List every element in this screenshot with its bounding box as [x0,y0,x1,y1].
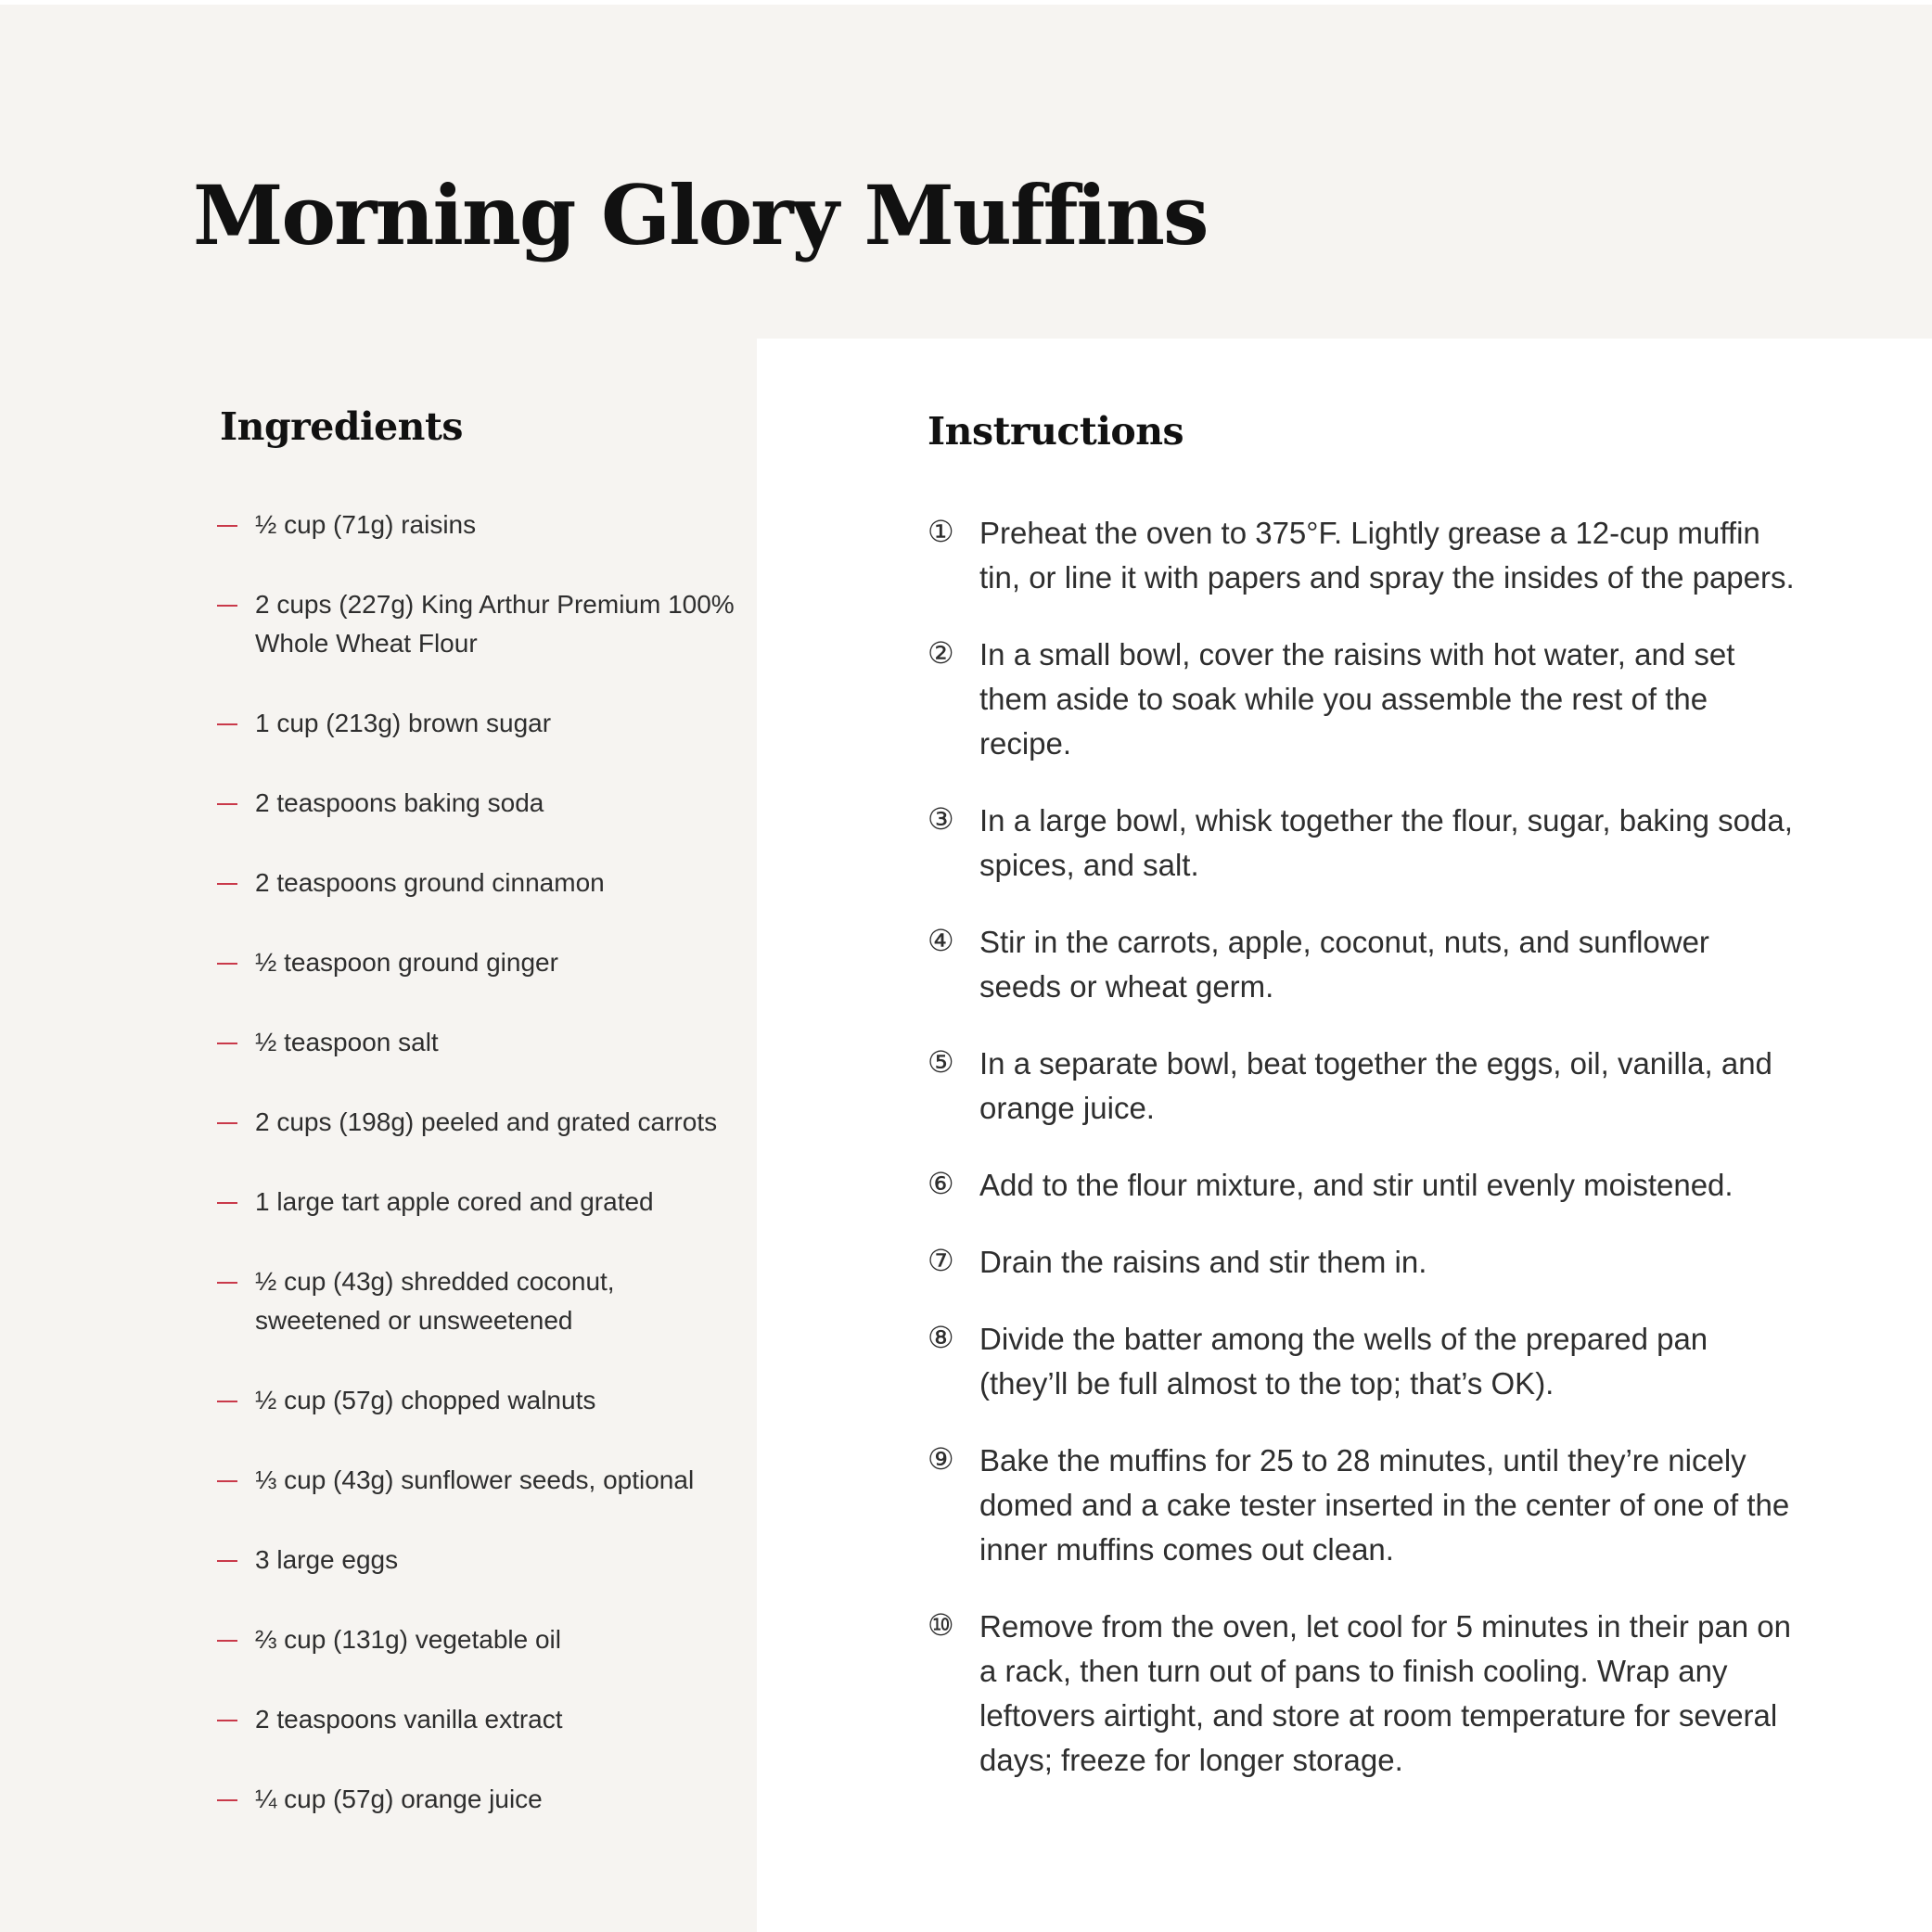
step-number-icon: ⑤ [928,1044,954,1080]
ingredient-item [217,704,736,743]
dash-bullet-icon [217,605,237,607]
ingredient-text: 1 large tart apple cored and grated [255,1187,654,1216]
top-border-strip [0,0,1932,5]
step-number-icon: ⑥ [928,1166,954,1201]
step-text: Add to the flour mixture, and stir until evenly moistened. [979,1168,1734,1202]
ingredient-text: ½ cup (57g) chopped walnuts [255,1386,596,1414]
ingredients-list [217,505,736,1860]
ingredient-item [217,864,736,902]
ingredient-text: 2 teaspoons baking soda [255,788,544,817]
dash-bullet-icon [217,1480,237,1482]
ingredient-text: 2 cups (227g) King Arthur Premium 100% Whole Wheat Flour [255,590,735,658]
dash-bullet-icon [217,1202,237,1204]
dash-bullet-icon [217,525,237,527]
dash-bullet-icon [217,1282,237,1284]
dash-bullet-icon [217,963,237,965]
ingredient-text: 2 teaspoons vanilla extract [255,1705,563,1734]
dash-bullet-icon [217,723,237,725]
instruction-step [928,1240,1799,1285]
ingredient-item [217,1461,736,1500]
step-text: In a large bowl, whisk together the flour, sugar, baking soda, spices, and salt. [979,803,1793,882]
ingredient-text: ½ teaspoon salt [255,1028,439,1056]
step-text: Remove from the oven, let cool for 5 minutes in their pan on a rack, then turn out of pans to finish cooling. Wrap any leftovers airtight, and store at room temperature for several days; freeze for longer storage. [979,1609,1791,1777]
ingredient-item [217,1541,736,1580]
ingredients-heading: Ingredients [220,404,464,449]
ingredient-item [217,1262,736,1340]
dash-bullet-icon [217,1122,237,1124]
instructions-heading: Instructions [928,409,1184,454]
step-number-icon: ① [928,514,954,549]
dash-bullet-icon [217,1043,237,1044]
step-text: Drain the raisins and stir them in. [979,1245,1427,1279]
step-number-icon: ⑩ [928,1607,954,1643]
ingredient-item [217,505,736,544]
ingredient-item [217,1103,736,1142]
dash-bullet-icon [217,1720,237,1721]
ingredient-text: 2 cups (198g) peeled and grated carrots [255,1107,718,1136]
ingredient-text: ¼ cup (57g) orange juice [255,1785,543,1813]
ingredient-text: 3 large eggs [255,1545,399,1574]
instruction-step [928,1439,1799,1572]
step-text: Divide the batter among the wells of the prepared pan (they’ll be full almost to the top; that’s OK). [979,1322,1708,1401]
ingredient-item [217,1381,736,1420]
ingredient-item [217,585,736,663]
ingredient-item [217,1780,736,1819]
step-text: Bake the muffins for 25 to 28 minutes, until they’re nicely domed and a cake tester inserted in the center of one of the inner muffins comes out clean. [979,1443,1790,1567]
ingredient-text: ½ teaspoon ground ginger [255,948,558,977]
step-text: Stir in the carrots, apple, coconut, nuts, and sunflower seeds or wheat germ. [979,925,1709,1004]
instruction-step [928,1317,1799,1406]
step-number-icon: ⑦ [928,1243,954,1278]
ingredient-item [217,1183,736,1222]
ingredient-item [217,1700,736,1739]
step-text: In a separate bowl, beat together the eggs, oil, vanilla, and orange juice. [979,1046,1772,1125]
dash-bullet-icon [217,1560,237,1562]
ingredient-item [217,943,736,982]
dash-bullet-icon [217,1799,237,1801]
instruction-step [928,1163,1799,1208]
ingredient-text: ½ cup (71g) raisins [255,510,477,539]
step-number-icon: ⑨ [928,1441,954,1477]
step-number-icon: ⑧ [928,1320,954,1355]
ingredient-text: ½ cup (43g) shredded coconut, sweetened or unsweetened [255,1267,615,1335]
dash-bullet-icon [217,883,237,885]
instruction-step [928,633,1799,766]
dash-bullet-icon [217,803,237,805]
recipe-title: Morning Glory Muffins [193,167,1208,263]
instructions-list [928,511,1799,1815]
instruction-step [928,799,1799,888]
instruction-step [928,1042,1799,1131]
ingredient-item [217,1023,736,1062]
ingredient-text: ⅔ cup (131g) vegetable oil [255,1625,561,1654]
step-number-icon: ② [928,635,954,671]
ingredient-text: ⅓ cup (43g) sunflower seeds, optional [255,1465,695,1494]
instruction-step [928,920,1799,1009]
dash-bullet-icon [217,1401,237,1402]
step-number-icon: ④ [928,923,954,958]
dash-bullet-icon [217,1640,237,1642]
step-text: In a small bowl, cover the raisins with hot water, and set them aside to soak while you assemble the rest of the recipe. [979,637,1735,761]
instruction-step [928,1605,1799,1783]
ingredient-text: 1 cup (213g) brown sugar [255,709,552,737]
step-number-icon: ③ [928,801,954,837]
ingredient-item [217,1620,736,1659]
ingredient-item [217,784,736,823]
ingredient-text: 2 teaspoons ground cinnamon [255,868,605,897]
step-text: Preheat the oven to 375°F. Lightly grease a 12-cup muffin tin, or line it with papers and spray the insides of the papers. [979,516,1795,595]
instruction-step [928,511,1799,600]
